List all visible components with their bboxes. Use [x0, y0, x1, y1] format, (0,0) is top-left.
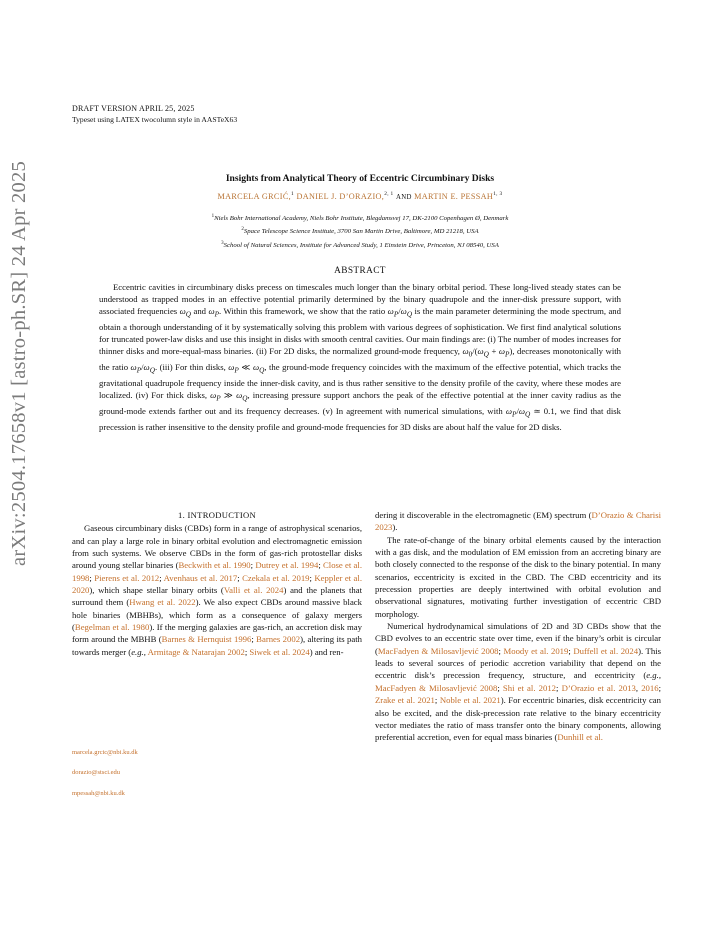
citation-link[interactable]: Moody et al. 2019: [503, 645, 569, 656]
intro-paragraph-1: Gaseous circumbinary disks (CBDs) form in a range of astrophysical scenarios, and can play a large role in binary orbital evolution and electromagnetic emission from such systems. We observe CBDs in the form of gas-rich protostellar disks around young stellar binaries (Beckwith et al. 1990; Dutrey et al. 1994; Close et al. 1998; Pierens et al. 2012; Avenhaus et al. 2017; Czekala et al. 2019; Keppler et al. 2020), which shape stellar binary orbits (Valli et al. 2024) and the planets that surround them (Hwang et al. 2022). We also expect CBDs around massive black hole binaries (MBHBs), which form as a consequence of galaxy mergers (Begelman et al. 1980). If the merging galaxies are gas-rich, an accretion disk may form around the MBHB (Barnes & Hernquist 1996; Barnes 2002), altering its path towards merger (e.g., Armitage & Natarajan 2002; Siwek et al. 2024) and ren-: [72, 523, 362, 657]
citation-link[interactable]: Armitage & Natarajan 2002: [147, 646, 245, 657]
email-link-1[interactable]: marcela.grcic@nbi.ku.dk: [72, 749, 138, 756]
author-affil-3: 1, 3: [493, 191, 503, 197]
citation-link[interactable]: Keppler et al. 2020: [72, 572, 362, 596]
abstract-body: Eccentric cavities in circumbinary disks precess on timescales much longer than the binary orbital period. These long-lived steady states can be understood as trapped modes in an effective potential primarily determined by the binary quadrupole and the inner-disk pressure support, with associated frequencies $\omega_Q$ and $\omega_P$. Within this framework, we show that the ratio $\omega_P/\omega_Q$ is the main parameter determining the mode spectrum, and obtain a thorough understanding of it by systematically solving this problem with various degrees of sophistication. We first find analytical solutions for truncated power-law disks and use this insight in disks with smooth central cavities. Our main findings are: (i) The number of modes increases for thinner disks and more-equal-mass binaries. (ii) For 2D disks, the normalized ground-mode frequency, $\omega_0/(\omega_Q + \omega_P)$, decreases monotonically with the ratio $\omega_P/\omega_Q$. (iii) For thin disks, $\omega_P$ ≪ $\omega_Q$, the ground-mode frequency coincides with the maximum of the effective potential, which tracks the gravitational quadrupole frequency inside the inner-disk cavity, and is thus rather sensitive to the density profile of the cavity, where these modes are localized. (iv) For thick disks, $\omega_P$ ≫ $\omega_Q$, increasing pressure support anchors the peak of the effective potential at the inner cavity radius as the ground-mode extends farther out and its frequency decreases. (v) In agreement with numerical simulations, with $\omega_P/\omega_Q$ ≃ 0.1, we find that disk precession is rather insensitive to the density profile and ground-mode frequencies for 3D disks are about half the value for 2D disks.: [99, 282, 621, 432]
affiliation-2: [0, 227, 720, 235]
intro-paragraph-2: The rate-of-change of the binary orbital elements caused by the interaction with a gas disk, and the modulation of EM emission from an accreting binary are both closely connected to the response of the disk to the binary potential. In many scenarios, eccentricity is excited in the CBD. The CBD eccentricity and its precession properties are deeply intertwined with orbital evolution and observational signatures, motivating further investigation of eccentric CBD morphology.: [375, 534, 661, 619]
section-heading-introduction: 1. INTRODUCTION: [177, 510, 257, 520]
affiliation-1: [0, 214, 720, 222]
left-column: [72, 509, 362, 658]
affiliation-2-text: Space Telescope Science Institute, 3700 San Martin Drive, Baltimore, MD 21218, USA: [243, 228, 479, 235]
citation-link[interactable]: 2016: [641, 682, 659, 693]
citation-link[interactable]: Noble et al. 2021: [439, 695, 501, 706]
intro-paragraph-3: Numerical hydrodynamical simulations of 2D and 3D CBDs show that the CBD evolves to an eccentric state over time, even if the binary’s orbit is circular (MacFadyen & Milosavljević 2008; Moody et al. 2019; Duffell et al. 2024). This leads to several sources of periodic accretion variability that depend on the eccentric disk’s precession frequency, structure, and eccentricity (e.g., MacFadyen & Milosavljević 2008; Shi et al. 2012; D’Orazio et al. 2013, 2016; Zrake et al. 2021; Noble et al. 2021). For eccentric binaries, disk eccentricity can also be excited, and the disk-precession rate relative to the binary eccentricity vector mediates the ratio of mass transfer onto the binary components, allowing preferential accretion, even for equal mass binaries (Dunhill et al.: [375, 621, 661, 743]
citation-link[interactable]: Begelman et al. 1980: [74, 622, 150, 633]
affiliation-3-number: 3: [221, 241, 224, 246]
affiliation-1-text: Niels Bohr International Academy, Niels Bohr Institute, Blegdamsvej 17, DK-2100 Copenhagen Ø, Denmark: [214, 215, 509, 222]
citation-link[interactable]: Hwang et al. 2022: [129, 597, 196, 608]
right-column: [375, 509, 661, 744]
citation-link[interactable]: MacFadyen & Milosavljević 2008: [377, 645, 499, 656]
authors-and: AND: [395, 194, 412, 201]
affiliation-1-number: 1: [211, 214, 215, 219]
author-affil-2: 2, 1: [384, 191, 394, 197]
citation-link[interactable]: Dunhill et al.: [557, 732, 603, 743]
citation-link[interactable]: D’Orazio et al. 2013: [561, 682, 636, 693]
intro-paragraph-1-continued: dering it discoverable in the electromagnetic (EM) spectrum (D’Orazio & Charisi 2023).: [375, 510, 661, 533]
affiliation-2-number: 2: [241, 227, 244, 232]
author-name-2[interactable]: DANIEL J. D’ORAZIO,: [296, 192, 385, 201]
citation-link[interactable]: Czekala et al. 2019: [242, 572, 310, 583]
author-affil-1: 1: [291, 191, 295, 197]
author-emails: [72, 743, 138, 804]
author-name-1[interactable]: MARCELA GRCIĆ,: [217, 192, 292, 201]
citation-link[interactable]: Dutrey et al. 1994: [255, 560, 319, 571]
citation-link[interactable]: Zrake et al. 2021: [375, 695, 435, 706]
citation-link[interactable]: Siwek et al. 2024: [249, 646, 310, 657]
email-link-2[interactable]: dorazio@stsci.edu: [72, 769, 121, 777]
citation-link[interactable]: Close et al. 1998: [72, 560, 362, 583]
citation-link[interactable]: D’Orazio & Charisi 2023: [375, 510, 661, 533]
arxiv-identifier[interactable]: arXiv:2504.17658v1 [astro-ph.SR] 24 Apr 2025: [8, 160, 30, 566]
citation-link[interactable]: Pierens et al. 2012: [94, 572, 160, 583]
citation-link[interactable]: MacFadyen & Milosavljević 2008: [375, 682, 498, 693]
author-list: [0, 191, 720, 201]
citation-link[interactable]: Valli et al. 2024: [223, 585, 284, 596]
citation-link[interactable]: Duffell et al. 2024: [573, 645, 639, 656]
abstract-heading: ABSTRACT: [334, 266, 386, 276]
citation-link[interactable]: Avenhaus et al. 2017: [163, 572, 238, 583]
typeset-line: Typeset using LATEX twocolumn style in AASTeX63: [72, 115, 238, 124]
affiliation-3-text: School of Natural Sciences, Institute for Advanced Study, 1 Einstein Drive, Princeton, NJ 08540, USA: [223, 242, 499, 249]
email-link-3[interactable]: mpessah@nbi.ku.dk: [72, 789, 125, 797]
draft-version-line: DRAFT VERSION APRIL 25, 2025: [72, 104, 195, 113]
author-name-3[interactable]: MARTIN E. PESSAH: [414, 192, 494, 201]
citation-link[interactable]: Shi et al. 2012: [502, 682, 557, 693]
citation-link[interactable]: Beckwith et al. 1990: [178, 560, 251, 571]
affiliation-3: [0, 241, 720, 249]
citation-link[interactable]: Barnes 2002: [256, 634, 301, 645]
paper-title: Insights from Analytical Theory of Eccentric Circumbinary Disks: [225, 173, 495, 184]
citation-link[interactable]: Barnes & Hernquist 1996: [161, 634, 252, 645]
